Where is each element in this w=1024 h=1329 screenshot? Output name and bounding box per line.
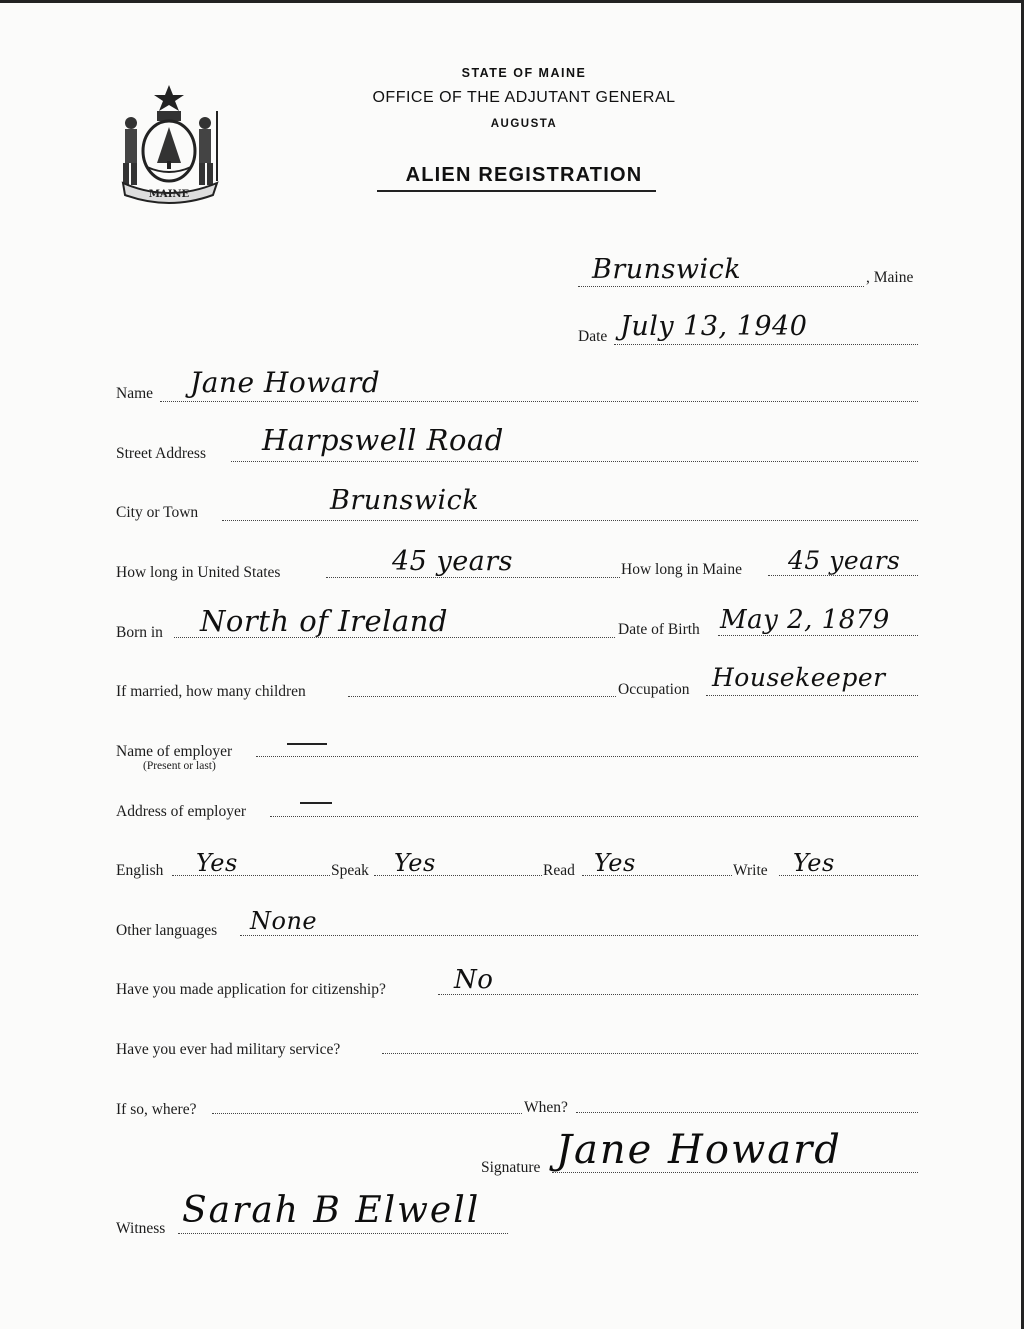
- signature-label: Signature: [481, 1159, 541, 1176]
- write-label: Write: [733, 862, 768, 879]
- when-label: When?: [524, 1099, 568, 1116]
- children-label: If married, how many children: [116, 683, 306, 700]
- english-value[interactable]: Yes: [196, 849, 238, 877]
- town-line: [578, 286, 864, 287]
- city-town-label: City or Town: [116, 504, 199, 521]
- date-label: Date: [578, 328, 608, 345]
- witness-line: [178, 1233, 508, 1234]
- employer-name-dash: [287, 743, 327, 745]
- citizenship-value[interactable]: No: [454, 965, 494, 995]
- employer-name-label: Name of employer: [116, 743, 233, 760]
- where-line: [212, 1113, 522, 1114]
- title-underline: [377, 190, 656, 192]
- employer-address-label: Address of employer: [116, 803, 246, 820]
- date-line: [614, 344, 918, 345]
- form-title: ALIEN REGISTRATION: [405, 164, 643, 186]
- read-label: Read: [543, 862, 575, 879]
- street-label: Street Address: [116, 445, 206, 462]
- employer-address-dash: [300, 802, 332, 804]
- maine-suffix: , Maine: [866, 269, 914, 286]
- street-value[interactable]: Harpswell Road: [262, 423, 504, 457]
- us-duration-line: [326, 577, 620, 578]
- birth-date-value[interactable]: May 2, 1879: [720, 605, 890, 635]
- where-label: If so, where?: [116, 1101, 197, 1118]
- born-label: Born in: [116, 624, 163, 641]
- english-label: English: [116, 862, 164, 879]
- employer-name-sublabel: (Present or last): [143, 760, 216, 772]
- seal-label: MAINE: [148, 189, 190, 200]
- birth-date-label: Date of Birth: [618, 621, 700, 638]
- city-heading: AUGUSTA: [490, 118, 558, 130]
- town-value[interactable]: Brunswick: [592, 254, 742, 285]
- citizenship-label: Have you made application for citizenship?: [116, 981, 386, 998]
- occupation-label: Occupation: [618, 681, 690, 698]
- employer-name-line: [256, 756, 918, 757]
- military-label: Have you ever had military service?: [116, 1041, 341, 1058]
- occupation-line: [706, 695, 918, 696]
- date-value[interactable]: July 13, 1940: [620, 311, 808, 342]
- maine-duration-value[interactable]: 45 years: [788, 546, 901, 575]
- name-label: Name: [116, 385, 154, 402]
- other-languages-line: [240, 935, 918, 936]
- born-value[interactable]: North of Ireland: [200, 604, 448, 638]
- city-town-value[interactable]: Brunswick: [330, 485, 480, 516]
- us-duration-label: How long in United States: [116, 564, 281, 581]
- citizenship-line: [438, 994, 918, 995]
- other-languages-value[interactable]: None: [250, 907, 318, 935]
- read-value[interactable]: Yes: [594, 849, 636, 877]
- children-line: [348, 696, 616, 697]
- signature-value[interactable]: Jane Howard: [556, 1127, 842, 1173]
- state-heading: STATE OF MAINE: [461, 66, 587, 80]
- write-value[interactable]: Yes: [793, 849, 835, 877]
- military-line: [382, 1053, 918, 1054]
- name-line: [160, 401, 918, 402]
- other-languages-label: Other languages: [116, 922, 218, 939]
- name-value[interactable]: Jane Howard: [190, 366, 381, 399]
- birth-date-line: [718, 635, 918, 636]
- witness-label: Witness: [116, 1220, 166, 1237]
- maine-duration-line: [768, 575, 918, 576]
- speak-value[interactable]: Yes: [394, 849, 436, 877]
- when-line: [576, 1112, 918, 1113]
- speak-label: Speak: [331, 862, 369, 879]
- street-line: [231, 461, 918, 462]
- employer-address-line: [270, 816, 918, 817]
- city-town-line: [222, 520, 918, 521]
- us-duration-value[interactable]: 45 years: [392, 546, 514, 577]
- maine-duration-label: How long in Maine: [621, 561, 742, 578]
- office-heading: OFFICE OF THE ADJUTANT GENERAL: [372, 89, 676, 106]
- occupation-value[interactable]: Housekeeper: [712, 663, 886, 692]
- witness-value[interactable]: Sarah B Elwell: [182, 1190, 481, 1231]
